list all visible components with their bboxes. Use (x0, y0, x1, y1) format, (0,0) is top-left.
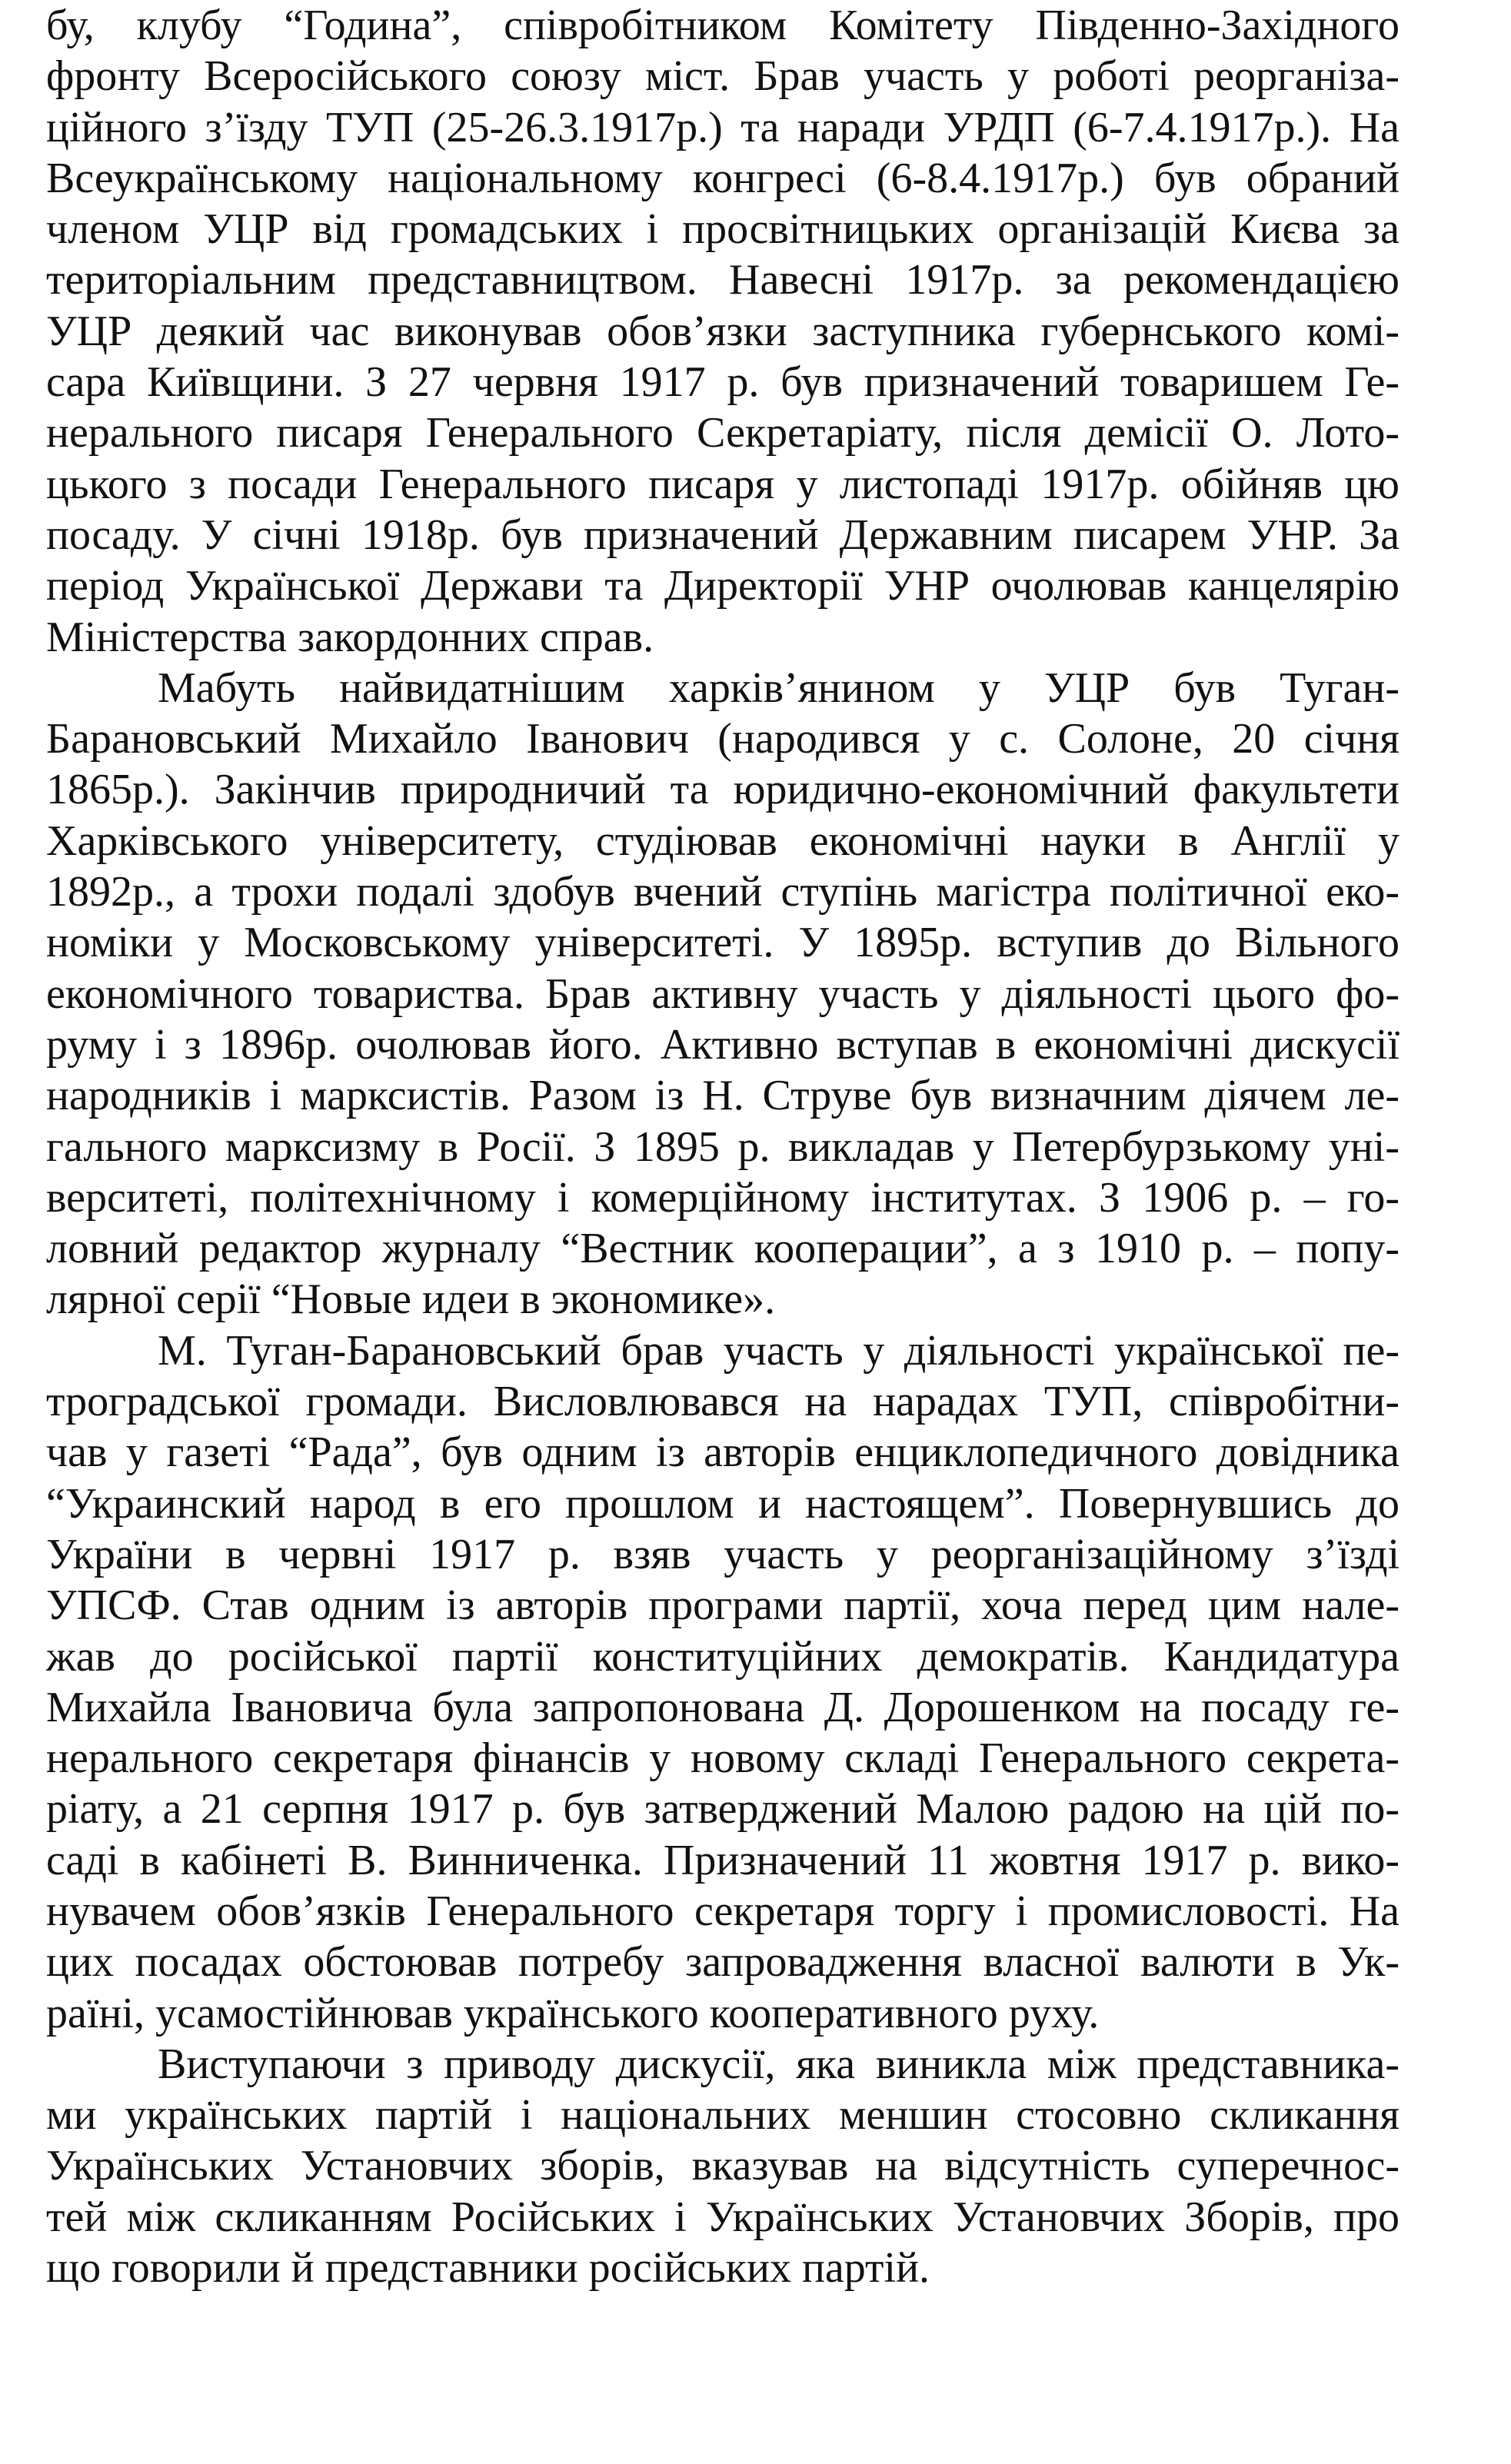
text-line: ційного з’їзду ТУП (25-26.3.1917р.) та наради УРДП (6-7.4.1917р.). На (46, 103, 1400, 151)
text-line: Харківського університету, студіював економічні науки в Англії у (46, 816, 1400, 865)
text-line: Українських Установчих зборів, вказував на відсутність суперечнос- (46, 2142, 1400, 2190)
text-line: посаду. У січні 1918р. був призначений Державним писарем УНР. За (46, 510, 1400, 559)
text-line: ловний редактор журналу “Вестник кооперации”, а з 1910 р. – попу- (46, 1225, 1400, 1273)
text-line: “Украинский народ в его прошлом и настоящем”. Повернувшись до (46, 1479, 1400, 1528)
text-line: Міністерства закордонних справ. (46, 613, 654, 661)
text-line: УПСФ. Став одним із авторів програми партії, хоча перед цим нале- (46, 1581, 1400, 1630)
text-line: Всеукраїнському національному конгресі (6-8.4.1917р.) був обраний (46, 154, 1400, 202)
text-line: верситеті, політехнічному і комерційному інститутах. З 1906 р. – го- (46, 1173, 1400, 1222)
text-line: УЦР деякий час виконував обов’язки заступника губернського комі- (46, 307, 1400, 355)
text-line: 1892р., а трохи подалі здобув вчений ступінь магістра політичної еко- (46, 868, 1400, 916)
text-line: Михайла Івановича була запропонована Д. Дорошенком на посаду ге- (46, 1683, 1400, 1731)
text-line: України в червні 1917 р. взяв участь у реорганізаційному з’їзді (46, 1530, 1400, 1578)
text-line: раїні, усамостійнював українського кооперативного руху. (46, 1989, 1100, 2037)
text-line: нувачем обов’язків Генерального секретаря торгу і промисловості. На (46, 1887, 1400, 1935)
text-line: народників і марксистів. Разом із Н. Струве був визначним діячем ле- (46, 1072, 1400, 1120)
text-line: М. Туган-Барановський брав участь у діяльності української пе- (158, 1326, 1400, 1375)
text-line: Виступаючи з приводу дискусії, яка виникла між представника- (158, 2040, 1400, 2088)
text-line: ріату, а 21 серпня 1917 р. був затверджений Малою радою на цій по- (46, 1785, 1400, 1834)
text-line: період Української Держави та Директорії УНР очолював канцелярію (46, 562, 1400, 610)
text-line: фронту Всеросійського союзу міст. Брав участь у роботі реорганіза- (46, 52, 1400, 101)
text-line: чав у газеті “Рада”, був одним із авторів енциклопедичного довідника (46, 1428, 1400, 1477)
text-line: нерального секретаря фінансів у новому складі Генерального секрета- (46, 1734, 1400, 1783)
text-line: тей між скликанням Російських і Українських Установчих Зборів, про (46, 2193, 1400, 2241)
text-line: нерального писаря Генерального Секретаріату, після демісії О. Лото- (46, 409, 1400, 457)
text-line: територіальним представництвом. Навесні 1917р. за рекомендацією (46, 256, 1400, 304)
document-page (46, 0, 1400, 2293)
text-line: гального марксизму в Росії. З 1895 р. викладав у Петербурзькому уні- (46, 1122, 1400, 1171)
text-line: руму і з 1896р. очолював його. Активно вступав в економічні дискусії (46, 1020, 1400, 1069)
paragraph-2 (46, 663, 1400, 1325)
text-line: Мабуть найвидатнішим харків’янином у УЦР був Туган- (158, 663, 1400, 712)
text-line: саді в кабінеті В. Винниченка. Призначений 11 жовтня 1917 р. вико- (46, 1836, 1400, 1884)
text-line: цького з посади Генерального писаря у листопаді 1917р. обійняв цю (46, 460, 1400, 508)
text-line: Барановський Михайло Іванович (народився у с. Солоне, 20 січня (46, 715, 1400, 763)
text-line: бу, клубу “Година”, співробітником Комітету Південно-Західного (46, 2, 1400, 49)
text-line: номіки у Московському університеті. У 1895р. вступив до Вільного (46, 919, 1400, 967)
paragraph-1 (46, 0, 1400, 663)
text-line: економічного товариства. Брав активну участь у діяльності цього фо- (46, 969, 1400, 1018)
text-line: ми українських партій і національних меншин стосовно скликання (46, 2091, 1400, 2140)
text-line: цих посадах обстоював потребу запровадження власної валюти в Ук- (46, 1938, 1400, 1987)
text-line: що говорили й представники російських партій. (46, 2244, 930, 2293)
text-line: членом УЦР від громадських і просвітницьких організацій Києва за (46, 205, 1400, 254)
text-line: лярної серії “Новые идеи в экономике». (46, 1275, 776, 1324)
paragraph-3 (46, 1325, 1400, 2039)
paragraph-4 (46, 2039, 1400, 2293)
text-line: 1865р.). Закінчив природничий та юридично-економічний факультети (46, 766, 1400, 814)
text-line: троградської громади. Висловлювався на нарадах ТУП, співробітни- (46, 1378, 1400, 1426)
text-line: сара Київщини. З 27 червня 1917 р. був призначений товаришем Ге- (46, 358, 1400, 407)
text-line: жав до російської партії конституційних демократів. Кандидатура (46, 1632, 1400, 1681)
